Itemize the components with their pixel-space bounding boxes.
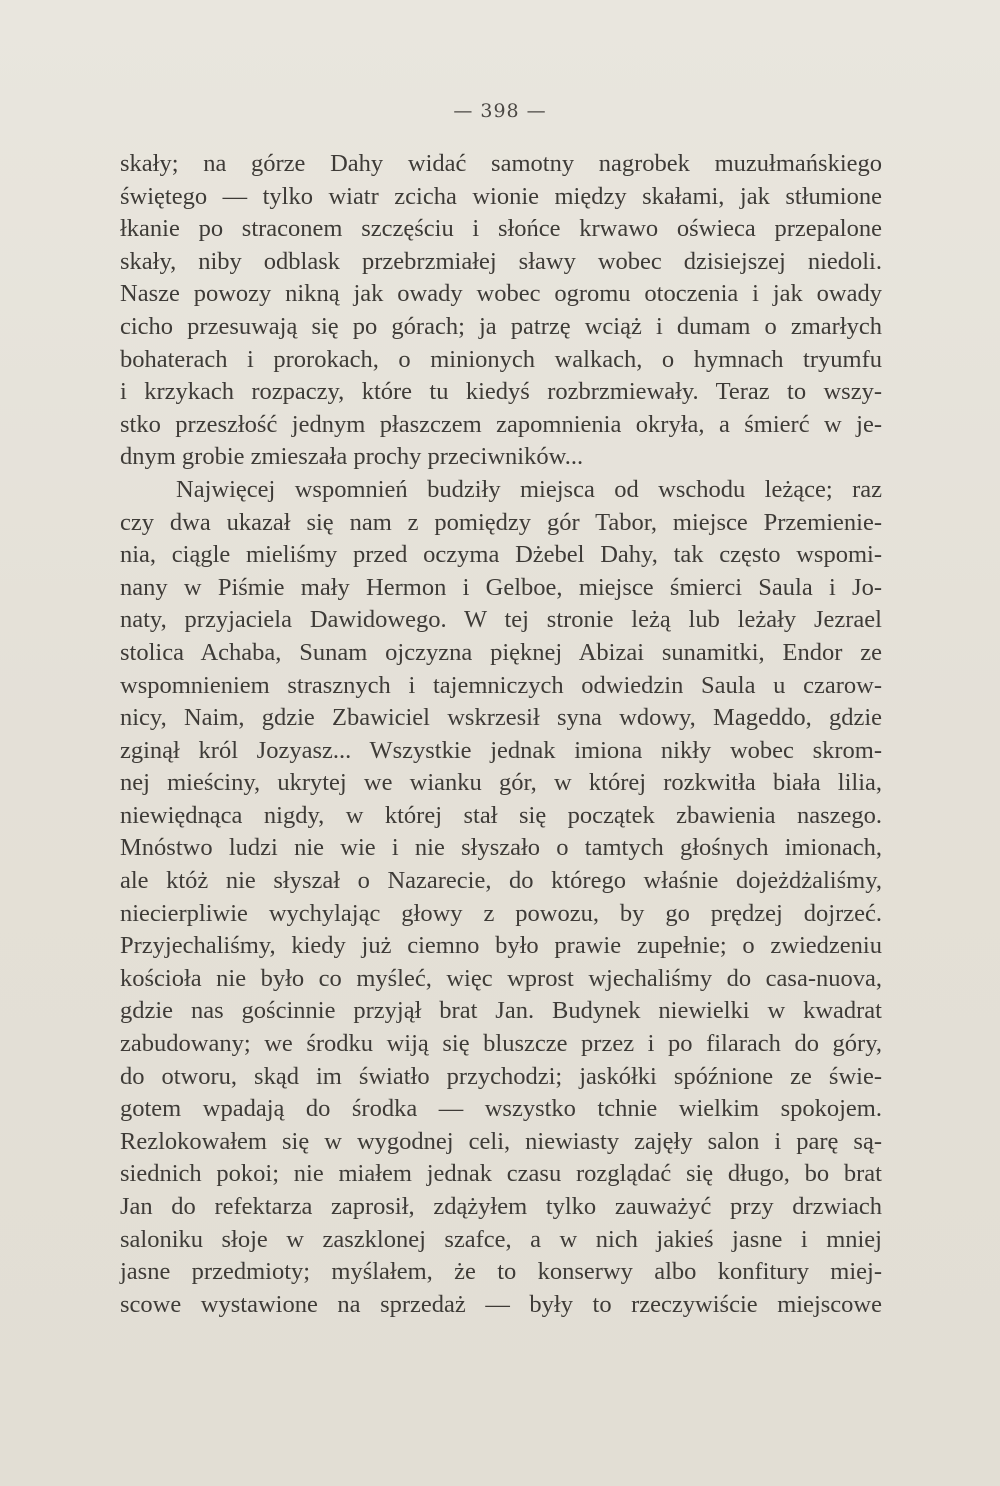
text-line: gdzie nas gościnnie przyjął brat Jan. Budynek niewielki w kwadrat (120, 997, 882, 1025)
text-line: ale któż nie słyszał o Nazarecie, do którego właśnie dojeżdżaliśmy, (120, 867, 882, 895)
text-line: czy dwa ukazał się nam z pomiędzy gór Tabor, miejsce Przemienie- (120, 508, 882, 536)
text-line: kościoła nie było co myśleć, więc wprost wjechaliśmy do casa-nuova, (120, 964, 882, 992)
text-line: Mnóstwo ludzi nie wie i nie słyszało o tamtych głośnych imionach, (120, 834, 882, 862)
text-line: stolica Achaba, Sunam ojczyzna pięknej Abizai sunamitki, Endor ze (120, 638, 882, 666)
text-line: Przyjechaliśmy, kiedy już ciemno było prawie zupełnie; o zwiedzeniu (120, 932, 882, 960)
text-line: nej mieściny, ukrytej we wianku gór, w której rozkwitła biała lilia, (120, 769, 882, 797)
page-number: — 398 — (453, 100, 547, 122)
text-line: wspomnieniem strasznych i tajemniczych odwiedzin Saula u czarow- (120, 671, 882, 699)
text-line: dnym grobie zmieszała prochy przeciwników... (120, 443, 584, 471)
text-line: stko przeszłość jednym płaszczem zapomnienia okryła, a śmierć w je- (120, 410, 882, 438)
text-line: łkanie po straconem szczęściu i słońce krwawo oświeca przepalone (120, 215, 882, 243)
text-line: nicy, Naim, gdzie Zbawiciel wskrzesił syna wdowy, Mageddo, gdzie (120, 704, 882, 732)
text-line: niecierpliwie wychylając głowy z powozu, by go prędzej dojrzeć. (120, 899, 882, 927)
text-line: Najwięcej wspomnień budziły miejsca od wschodu leżące; raz (176, 475, 882, 503)
text-line: jasne przedmioty; myślałem, że to konserwy albo konfitury miej- (120, 1258, 882, 1286)
text-line: siednich pokoi; nie miałem jednak czasu rozglądać się długo, bo brat (120, 1160, 882, 1188)
text-line: gotem wpadają do środka — wszystko tchnie wielkim spokojem. (120, 1095, 882, 1123)
text-line: Rezlokowałem się w wygodnej celi, niewiasty zajęły salon i parę są- (120, 1127, 882, 1155)
text-line: Jan do refektarza zaprosił, zdążyłem tylko zauważyć przy drzwiach (120, 1193, 882, 1220)
body-text (120, 148, 882, 1321)
text-line: scowe wystawione na sprzedaż — były to rzeczywiście miejscowe (120, 1290, 882, 1318)
text-line: zabudowany; we środku wiją się bluszcze przez i po filarach do góry, (120, 1030, 882, 1058)
text-line: skały; na górze Dahy widać samotny nagrobek muzułmańskiego (120, 150, 882, 177)
text-line: świętego — tylko wiatr zcicha wionie między skałami, jak stłumione (120, 182, 882, 210)
text-line: niewiędnąca nigdy, w której stał się początek zbawienia naszego. (120, 801, 882, 829)
text-line: nia, ciągle mieliśmy przed oczyma Dżebel Dahy, tak często wspomi- (120, 541, 882, 569)
text-line: zginął król Jozyasz... Wszystkie jednak imiona nikły wobec skrom- (120, 736, 882, 764)
text-line: skały, niby odblask przebrzmiałej sławy wobec dzisiejszej niedoli. (120, 247, 882, 275)
text-line: cicho przesuwają się po górach; ja patrzę wciąż i dumam o zmarłych (120, 312, 882, 340)
text-line: nany w Piśmie mały Hermon i Gelboe, miejsce śmierci Saula i Jo- (120, 573, 882, 601)
text-line: saloniku słoje w zaszklonej szafce, a w nich jakieś jasne i mniej (120, 1225, 882, 1253)
text-line: do otworu, skąd im światło przychodzi; jaskółki spóźnione ze świe- (120, 1062, 882, 1090)
text-line: Nasze powozy nikną jak owady wobec ogromu otoczenia i jak owady (120, 280, 882, 308)
text-line: bohaterach i prorokach, o minionych walkach, o hymnach tryumfu (120, 345, 882, 373)
text-line: naty, przyjaciela Dawidowego. W tej stronie leżą lub leżały Jezrael (120, 606, 882, 634)
text-line: i krzykach rozpaczy, które tu kiedyś rozbrzmiewały. Teraz to wszy- (120, 378, 882, 406)
